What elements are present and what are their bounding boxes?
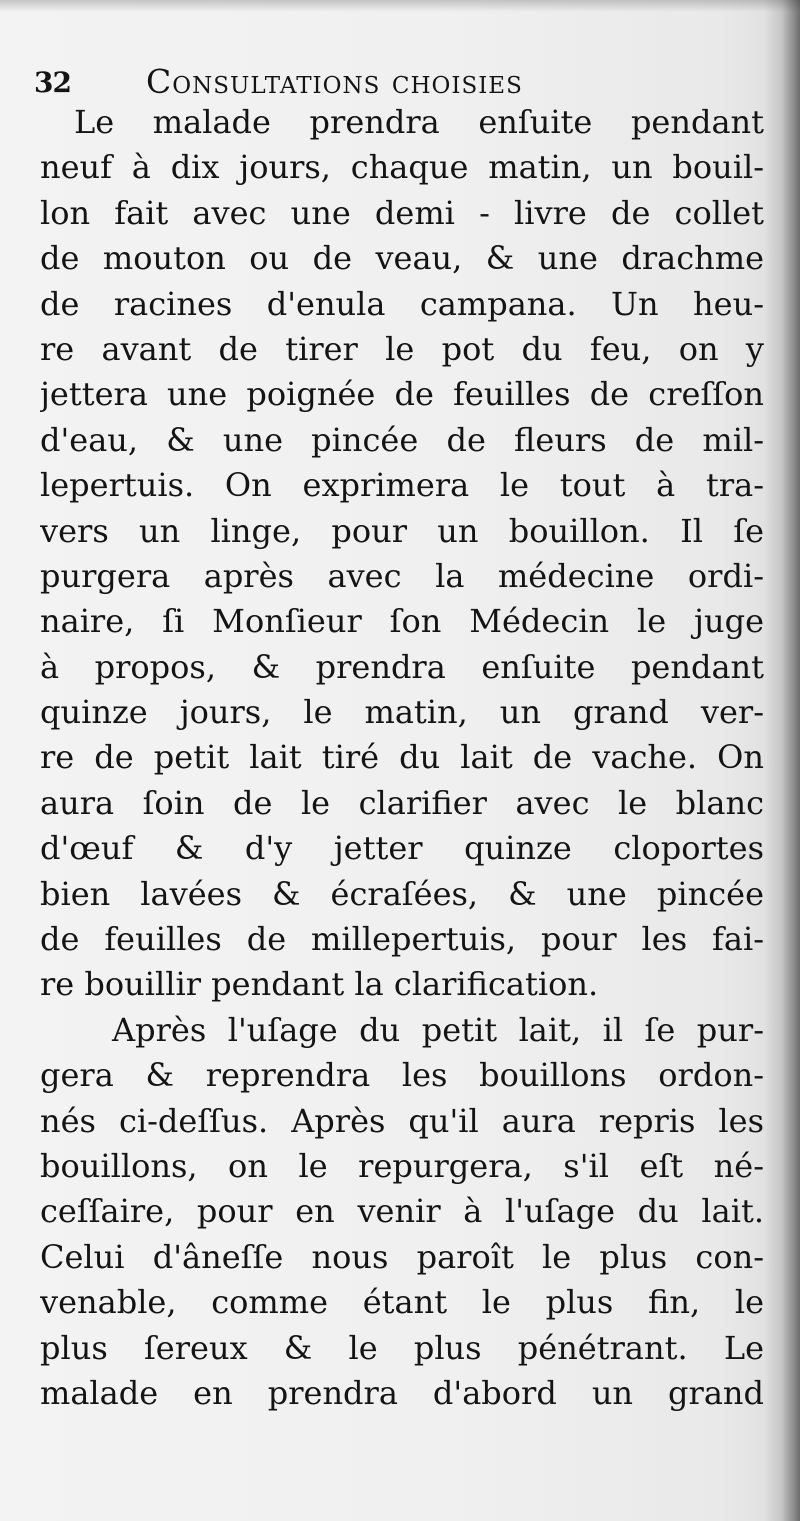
running-head-title: Consultations choisies <box>146 62 523 101</box>
text-line: naire, ſi Monſieur ſon Médecin le juge <box>40 602 764 641</box>
text-line: ceſſaire, pour en venir à l'uſage du lait. <box>40 1192 764 1231</box>
text-line: gera & reprendra les bouillons ordon- <box>40 1056 764 1095</box>
text-line: plus ſereux & le plus pénétrant. Le <box>40 1328 764 1367</box>
text-line: neuf à dix jours, chaque matin, un bouil- <box>40 148 764 187</box>
text-line: lon fait avec une demi - livre de collet <box>40 193 764 232</box>
text-line: bouillons, on le repurgera, s'il eſt né- <box>40 1146 764 1185</box>
text-line: de feuilles de millepertuis, pour les fai- <box>40 920 764 959</box>
paragraph <box>40 1008 764 1417</box>
text-line: purgera après avec la médecine ordi- <box>40 556 764 595</box>
text-line: d'eau, & une pincée de fleurs de mil- <box>40 420 764 459</box>
page-top-shadow <box>0 0 800 12</box>
text-line: lepertuis. On exprimera le tout à tra- <box>40 466 764 505</box>
text-line: d'œuf & d'y jetter quinze cloportes <box>40 829 764 868</box>
text-line: à propos, & prendra enſuite pendant <box>40 647 764 686</box>
text-line: re bouillir pendant la clarification. <box>40 965 599 1004</box>
text-line: aura ſoin de le clarifier avec le blanc <box>40 783 764 822</box>
text-line: Après l'uſage du petit lait, il ſe pur- <box>112 1010 764 1049</box>
text-line: jettera une poignée de feuilles de creſſon <box>40 375 764 414</box>
text-line: de mouton ou de veau, & une drachme <box>40 239 764 278</box>
text-line: Le malade prendra enſuite pendant <box>74 103 764 141</box>
body-text <box>40 100 764 1416</box>
text-line: malade en prendra d'abord un grand <box>40 1373 764 1412</box>
text-line: bien lavées & écraſées, & une pincée <box>40 874 764 913</box>
text-line: venable, comme étant le plus fin, le <box>40 1283 764 1322</box>
text-line: de racines d'enula campana. Un heu- <box>40 284 764 323</box>
page-number: 32 <box>34 66 71 99</box>
paragraph <box>40 100 764 1008</box>
text-line: re de petit lait tiré du lait de vache. On <box>40 738 764 777</box>
text-line: quinze jours, le matin, un grand ver- <box>40 693 764 732</box>
text-line: Celui d'âneſſe nous paroît le plus con- <box>40 1237 764 1276</box>
text-line: nés ci-deſſus. Après qu'il aura repris les <box>40 1101 764 1140</box>
page-gutter-shadow <box>764 0 800 1521</box>
text-line: vers un linge, pour un bouillon. Il ſe <box>40 511 764 550</box>
text-line: re avant de tirer le pot du feu, on y <box>40 329 764 368</box>
